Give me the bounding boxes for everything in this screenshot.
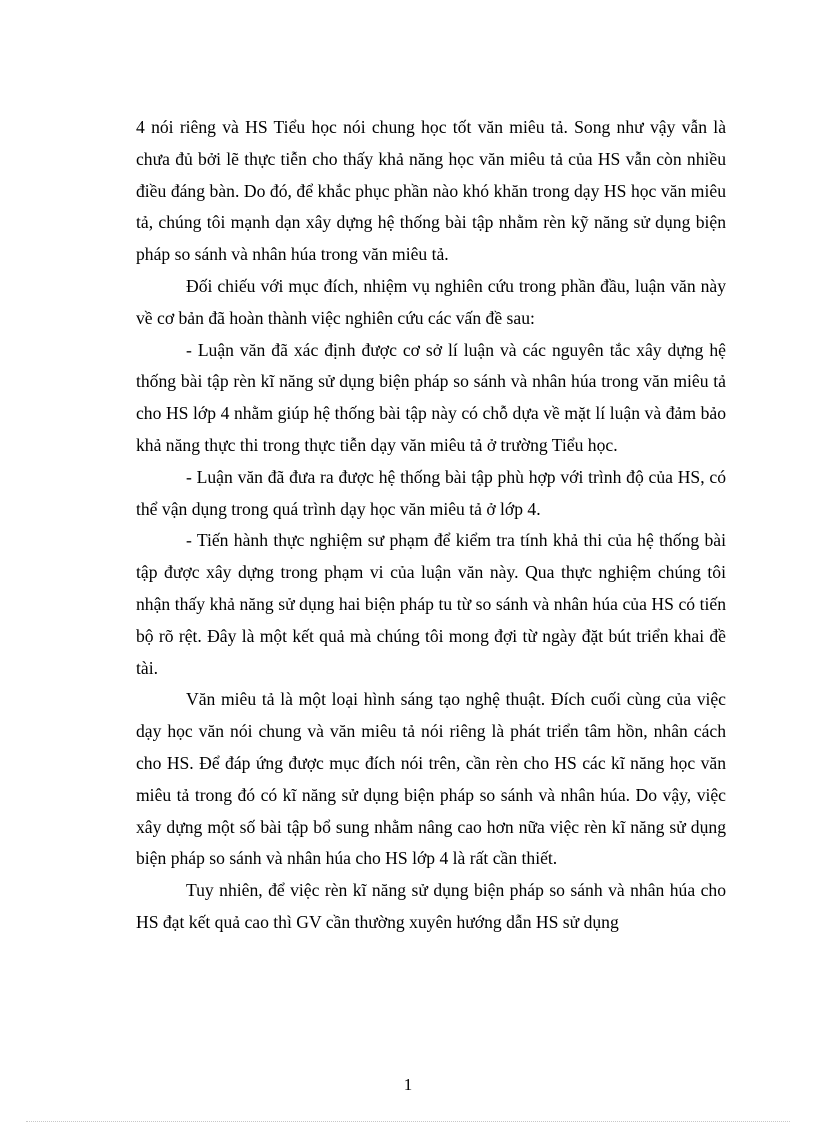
paragraph-conclusion: Văn miêu tả là một loại hình sáng tạo nghệ thuật. Đích cuối cùng của việc dạy học văn nói chung và văn miêu tả nói riêng là phát triển tâm hồn, nhân cách cho HS. Để đáp ứng được mục đích nói trên, cần rèn cho HS các kĩ năng học văn miêu tả trong đó có kĩ năng sử dụng biện pháp so sánh và nhân húa. Do vậy, việc xây dựng một số bài tập bổ sung nhằm nâng cao hơn nữa việc rèn kĩ năng sử dụng biện pháp so sánh và nhân húa cho HS lớp 4 là rất cần thiết.	[136, 689, 726, 869]
paragraph-final: Tuy nhiên, để việc rèn kĩ năng sử dụng biện pháp so sánh và nhân húa cho HS đạt kết quả cao thì GV cần thường xuyên hướng dẫn HS sử dụng	[136, 880, 726, 932]
paragraph-point-experiment: - Tiến hành thực nghiệm sư phạm để kiểm tra tính khả thi của hệ thống bài tập được xây dựng trong phạm vi của luận văn này. Qua thực nghiệm chúng tôi nhận thấy khả năng sử dụng hai biện pháp tu từ so sánh và nhân húa của HS có tiến bộ rõ rệt. Đây là một kết quả mà chúng tôi mong đợi từ ngày đặt bút triển khai đề tài.	[136, 530, 726, 678]
body-text	[136, 112, 726, 939]
page-bottom-divider	[26, 1121, 790, 1122]
page-number: 1	[403, 1075, 413, 1094]
paragraph-continuation: 4 nói riêng và HS Tiểu học nói chung học tốt văn miêu tả. Song như vậy vẫn là chưa đủ bởi lẽ thực tiễn cho thấy khả năng học văn miêu tả của HS vẫn còn nhiều điều đáng bàn. Do đó, để khắc phục phần nào khó khăn trong dạy HS học văn miêu tả, chúng tôi mạnh dạn xây dựng hệ thống bài tập nhằm rèn kỹ năng sử dụng biện pháp so sánh và nhân húa trong văn miêu tả.	[136, 117, 726, 265]
paragraph-summary-intro: Đối chiếu với mục đích, nhiệm vụ nghiên cứu trong phần đầu, luận văn này về cơ bản đã hoàn thành việc nghiên cứu các vấn đề sau:	[136, 275, 726, 328]
paragraph-point-exercises: - Luận văn đã đưa ra được hệ thống bài tập phù hợp với trình độ của HS, có thể vận dụng trong quá trình dạy học văn miêu tả ở lớp 4.	[136, 466, 726, 519]
paragraph-point-theory: - Luận văn đã xác định được cơ sở lí luận và các nguyên tắc xây dựng hệ thống bài tập rèn kĩ năng sử dụng biện pháp so sánh và nhân húa trong văn miêu tả cho HS lớp 4 nhằm giúp hệ thống bài tập này có chỗ dựa về mặt lí luận và đảm bảo khả năng thực thi trong thực tiễn dạy văn miêu tả ở trường Tiểu học.	[136, 339, 726, 455]
